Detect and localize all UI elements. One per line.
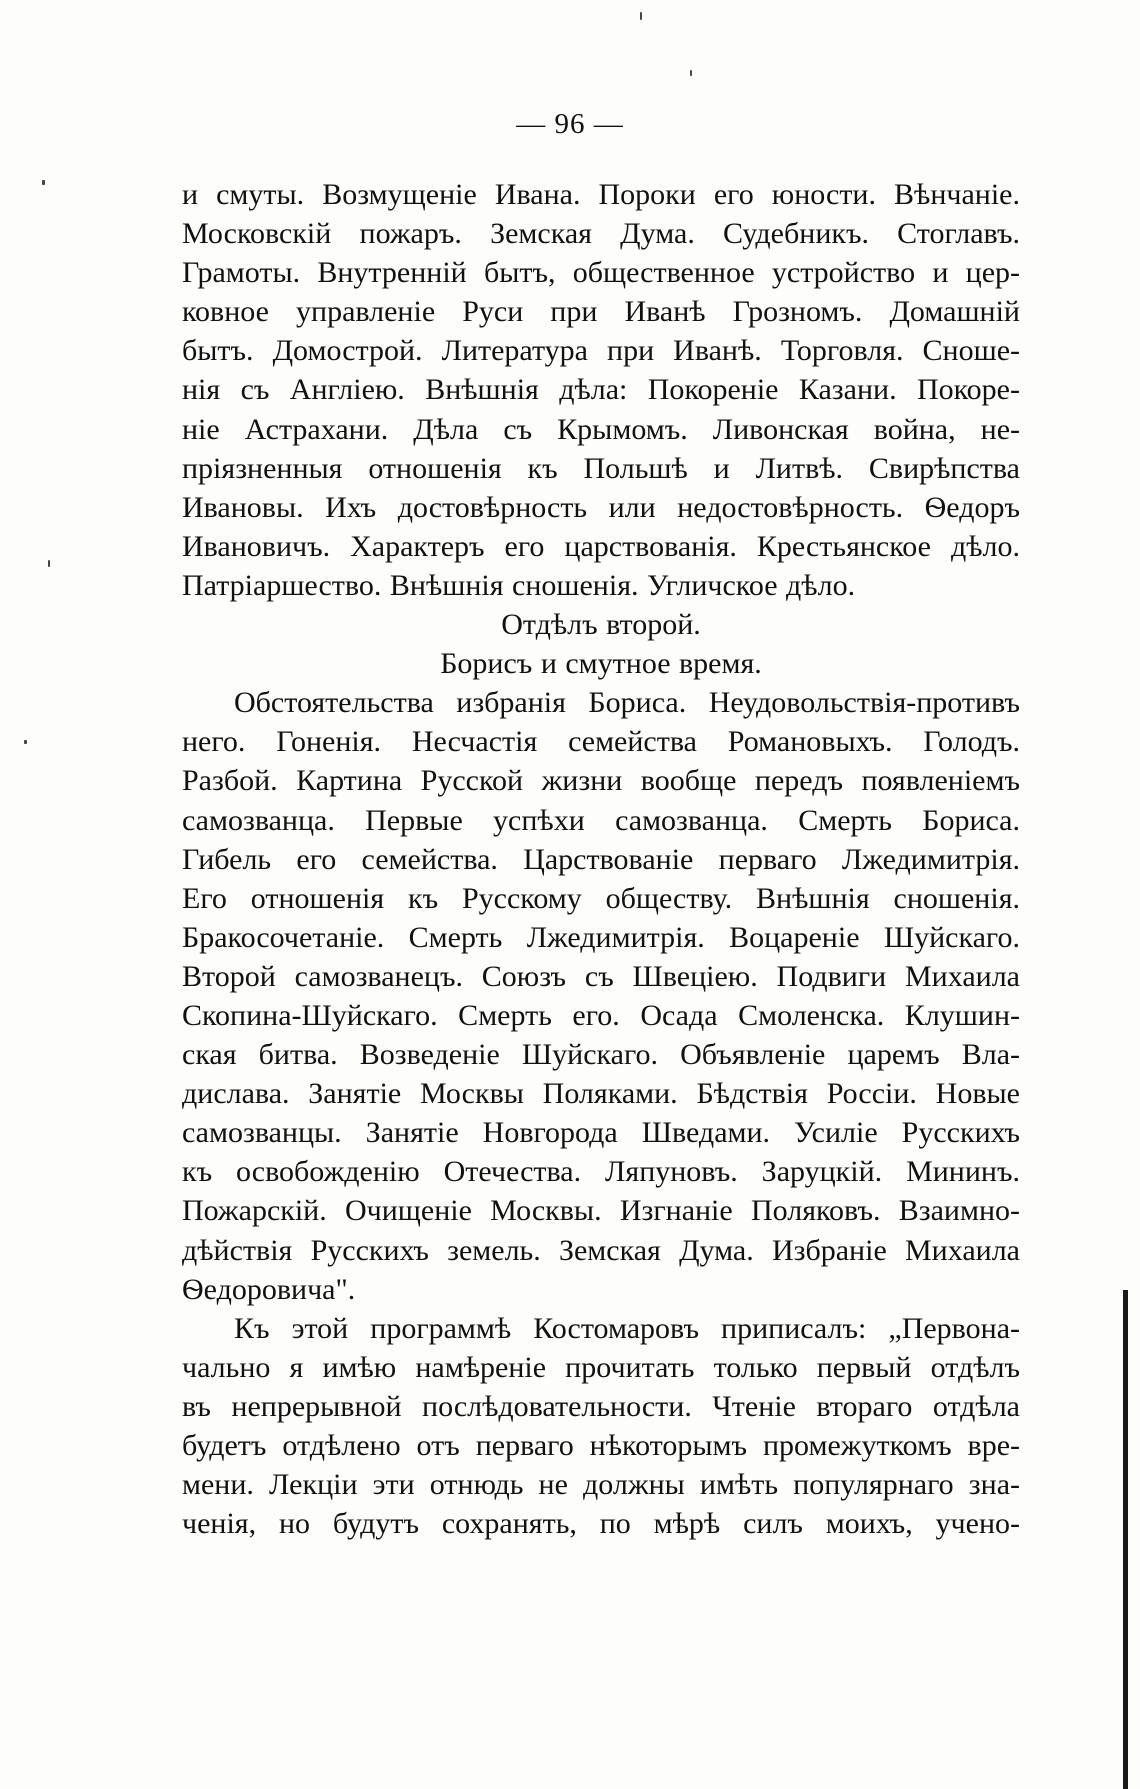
- text-line: самозванцы. Занятіе Новгорода Шведами. Усиліе Русскихъ: [182, 1116, 1020, 1150]
- text-line: въ непрерывной послѣдовательности. Чтеніе втораго отдѣла: [182, 1389, 1020, 1423]
- text-line: нія съ Англіею. Внѣшнія дѣла: Покореніе Казани. Покоре-: [182, 373, 1020, 407]
- text-line: Второй самозванецъ. Союзъ съ Швеціею. Подвиги Михаила: [182, 959, 1020, 993]
- text-line: ская битва. Возведеніе Шуйскаго. Объявленіе царемъ Вла-: [182, 1038, 1020, 1072]
- text-line: дѣйствія Русскихъ земель. Земская Дума. Избраніе Михаила: [182, 1233, 1020, 1267]
- text-line: Разбой. Картина Русской жизни вообще передъ появленіемъ: [182, 764, 1020, 798]
- text-line: Ивановичъ. Характеръ его царствованія. Крестьянское дѣло.: [182, 529, 1020, 563]
- text-line: Ѳедоровича".: [182, 1272, 356, 1306]
- text-line: Пожарскій. Очищеніе Москвы. Изгнаніе Поляковъ. Взаимно-: [182, 1194, 1020, 1228]
- page-edge-shadow: [1123, 1290, 1128, 1789]
- scan-speck: [24, 740, 27, 744]
- text-line: Къ этой программѣ Костомаровъ приписалъ: „Первона-: [234, 1311, 1020, 1345]
- text-line: мени. Лекціи эти отнюдь не должны имѣть популярнаго зна-: [182, 1468, 1020, 1502]
- scan-speck: [42, 180, 45, 185]
- text-line: и смуты. Возмущеніе Ивана. Пороки его юности. Вѣнчаніе.: [182, 178, 1020, 211]
- text-line: къ освобожденію Отечества. Ляпуновъ. Заруцкій. Мининъ.: [182, 1155, 1020, 1189]
- section-heading: Отдѣлъ второй.: [501, 608, 701, 642]
- scan-speck: [690, 70, 692, 76]
- text-line: Грамоты. Внутренній бытъ, общественное устройство и цер-: [182, 256, 1020, 290]
- text-line: Гибель его семейства. Царствованіе перваго Лжедимитрія.: [182, 842, 1020, 876]
- text-line: дислава. Занятіе Москвы Поляками. Бѣдствія Россіи. Новые: [182, 1077, 1020, 1111]
- text-line: чально я имѣю намѣреніе прочитать только первый отдѣлъ: [182, 1350, 1020, 1384]
- text-line: Его отношенія къ Русскому обществу. Внѣшнія сношенія.: [182, 881, 1020, 915]
- text-line: Скопина-Шуйскаго. Смерть его. Осада Смоленска. Клушин-: [182, 998, 1020, 1032]
- text-line: Патріаршество. Внѣшнія сношенія. Угличское дѣло.: [182, 568, 856, 602]
- scan-speck: [48, 560, 50, 567]
- text-line: самозванца. Первые успѣхи самозванца. Смерть Бориса.: [182, 803, 1020, 837]
- text-line: ніе Астрахани. Дѣла съ Крымомъ. Ливонская война, не-: [182, 412, 1020, 446]
- scan-speck: [640, 12, 642, 20]
- text-line: Обстоятельства избранія Бориса. Неудовольствія-противъ: [234, 686, 1020, 720]
- body-text: [182, 175, 1020, 1543]
- text-line: пріязненныя отношенія къ Польшѣ и Литвѣ. Свирѣпства: [182, 451, 1020, 485]
- text-line: Ивановы. Ихъ достовѣрность или недостовѣрность. Ѳедоръ: [182, 490, 1020, 524]
- text-line: Бракосочетаніе. Смерть Лжедимитрія. Воцареніе Шуйскаго.: [182, 920, 1020, 954]
- text-line: Московскій пожаръ. Земская Дума. Судебникъ. Стоглавъ.: [182, 217, 1020, 251]
- page-number: — 96 —: [516, 108, 624, 140]
- section-heading: Борисъ и смутное время.: [440, 647, 762, 681]
- text-line: бытъ. Домострой. Литература при Иванѣ. Торговля. Сноше-: [182, 334, 1020, 368]
- text-line: него. Гоненія. Несчастія семейства Романовыхъ. Голодъ.: [182, 725, 1020, 759]
- text-line: ченія, но будутъ сохранять, по мѣрѣ силъ моихъ, учено-: [182, 1507, 1020, 1541]
- text-line: ковное управленіе Руси при Иванѣ Грозномъ. Домашній: [182, 295, 1020, 329]
- text-line: будетъ отдѣлено отъ перваго нѣкоторымъ промежуткомъ вре-: [182, 1429, 1020, 1462]
